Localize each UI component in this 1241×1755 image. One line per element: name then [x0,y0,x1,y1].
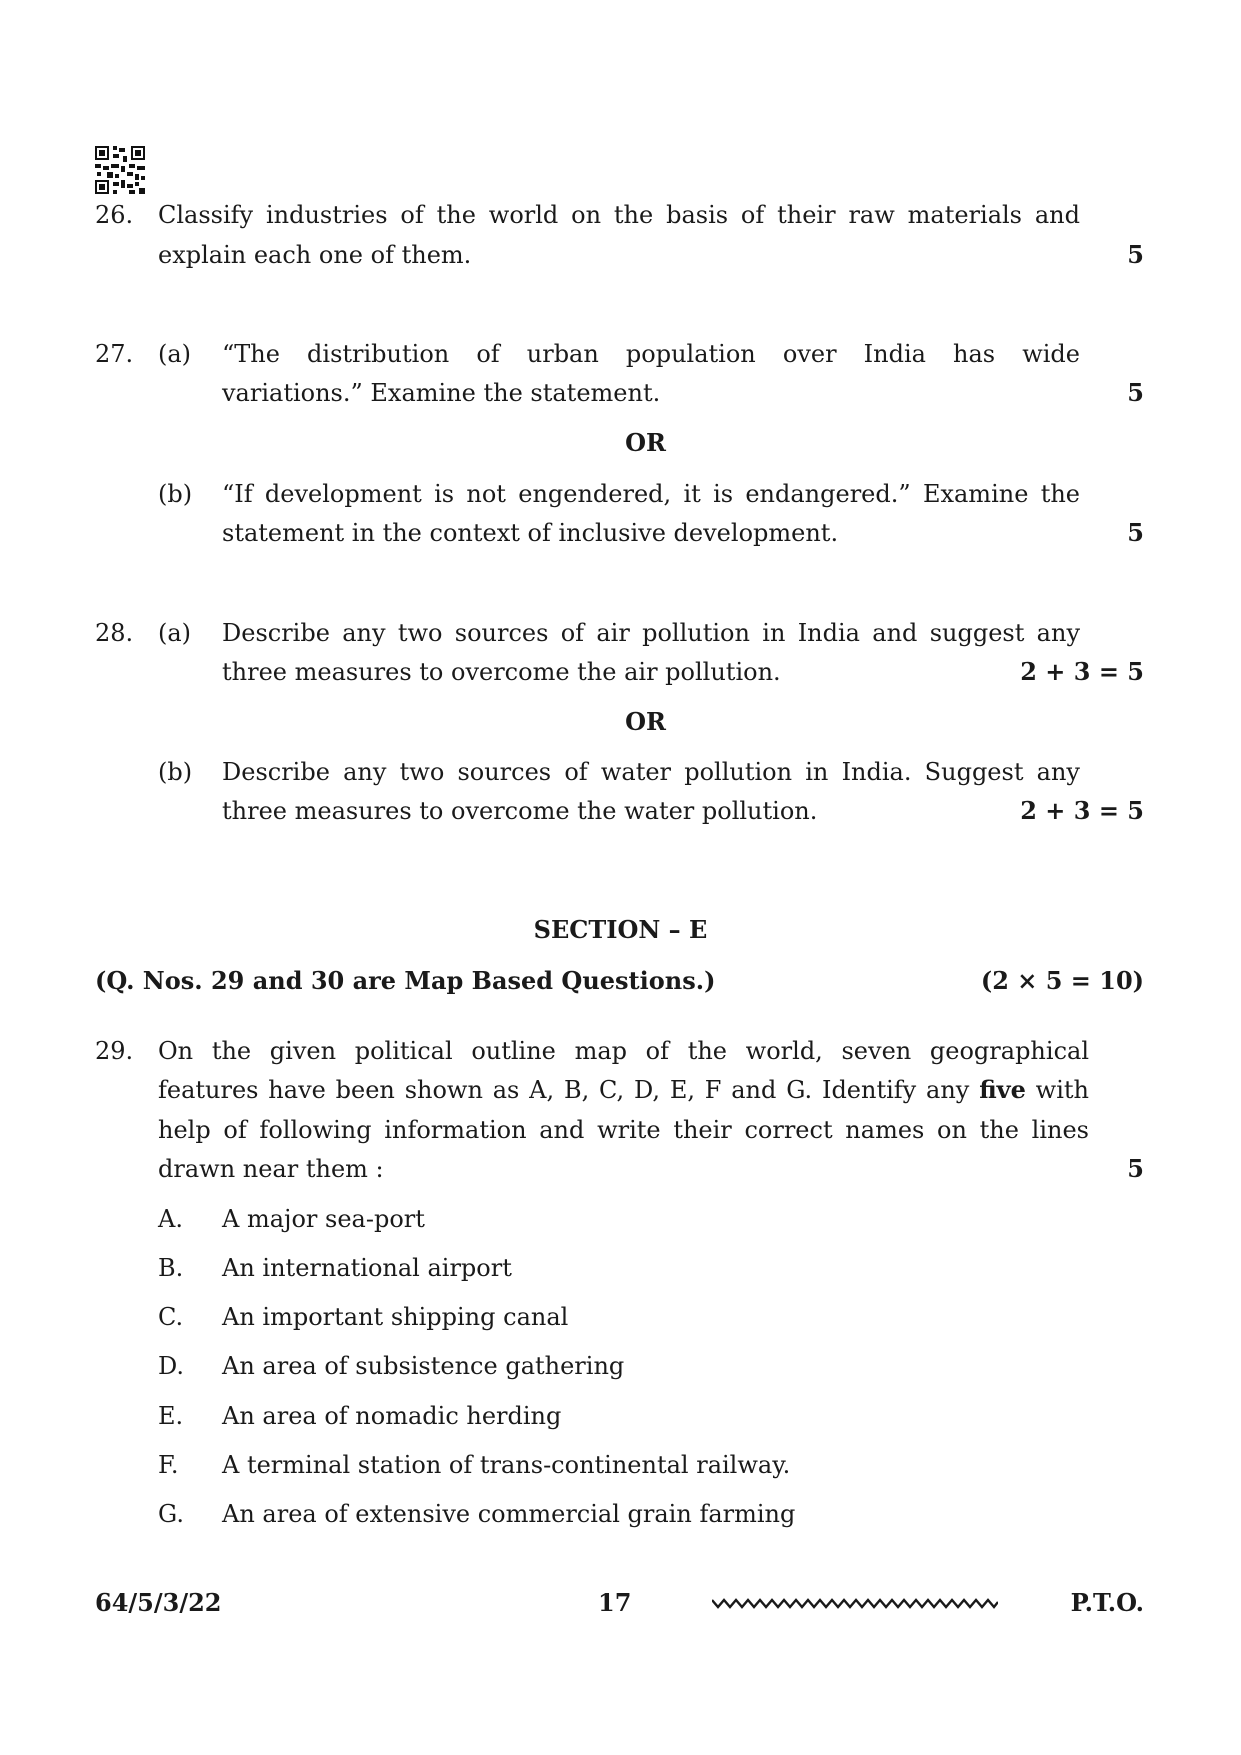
q29-option-text: A major sea-port [222,1205,425,1233]
pto-label: P.T.O. [1070,1588,1144,1617]
q28-a-marks: 2 + 3 = 5 [1020,657,1144,686]
q28-b-text-line1: Describe any two sources of water pollution in India. Suggest any [222,758,1080,786]
q29-option-label: B. [158,1254,184,1282]
q27-option-b-label: (b) [158,480,193,508]
q29-line2-post: with [1025,1076,1089,1104]
q29-option-label: F. [158,1451,179,1479]
q29-option-text: An international airport [222,1254,512,1282]
qr-code-icon [95,146,145,194]
q26-text-line2: explain each one of them. [158,241,472,269]
q27-or-divider: OR [625,428,666,457]
q26-text-line1: Classify industries of the world on the basis of their raw materials and [158,201,1080,229]
q29-marks: 5 [1127,1154,1144,1183]
q28-b-text-line2: three measures to overcome the water pollution. [222,797,818,825]
question-number-27: 27. [95,340,134,368]
q27-a-text-line1: “The distribution of urban population over India has wide [222,340,1080,368]
page-number: 17 [598,1588,632,1617]
q26-marks: 5 [1127,240,1144,269]
q29-option-text: An area of subsistence gathering [222,1352,625,1380]
q29-option-label: G. [158,1500,184,1528]
section-title: SECTION – E [533,915,708,944]
q27-a-text-line2: variations.” Examine the statement. [222,379,661,407]
q29-text-line1: On the given political outline map of the world, seven geographical [158,1037,1089,1065]
q29-text-line2 [158,1075,1089,1105]
wavy-line-icon [712,1596,998,1610]
q28-b-marks: 2 + 3 = 5 [1020,796,1144,825]
q29-option-label: C. [158,1303,184,1331]
question-number-28: 28. [95,619,134,647]
q29-option-label: E. [158,1402,184,1430]
q28-a-text-line1: Describe any two sources of air pollution in India and suggest any [222,619,1080,647]
section-marks: (2 × 5 = 10) [980,966,1144,995]
q29-option-text: An important shipping canal [222,1303,569,1331]
paper-code: 64/5/3/22 [95,1588,222,1617]
q29-line2-bold: five [979,1075,1026,1104]
q29-line2-pre: features have been shown as A, B, C, D, E, F and G. Identify any [158,1076,980,1104]
q27-b-text-line1: “If development is not engendered, it is endangered.” Examine the [222,480,1080,508]
q29-option-text: A terminal station of trans-continental railway. [222,1451,791,1479]
q29-option-text: An area of nomadic herding [222,1402,562,1430]
q27-a-marks: 5 [1127,378,1144,407]
q27-b-marks: 5 [1127,518,1144,547]
q29-option-label: D. [158,1352,185,1380]
q29-text-line3: help of following information and write their correct names on the lines [158,1116,1089,1144]
q27-b-text-line2: statement in the context of inclusive development. [222,519,839,547]
q29-text-line4: drawn near them : [158,1155,384,1183]
q28-or-divider: OR [625,707,666,736]
q28-option-a-label: (a) [158,619,192,647]
q29-option-text: An area of extensive commercial grain farming [222,1500,796,1528]
question-number-29: 29. [95,1037,134,1065]
q28-a-text-line2: three measures to overcome the air pollution. [222,658,781,686]
question-number-26: 26. [95,201,134,229]
q29-option-label: A. [158,1205,183,1233]
q28-option-b-label: (b) [158,758,193,786]
section-note: (Q. Nos. 29 and 30 are Map Based Questions.) [95,966,716,995]
q27-option-a-label: (a) [158,340,192,368]
